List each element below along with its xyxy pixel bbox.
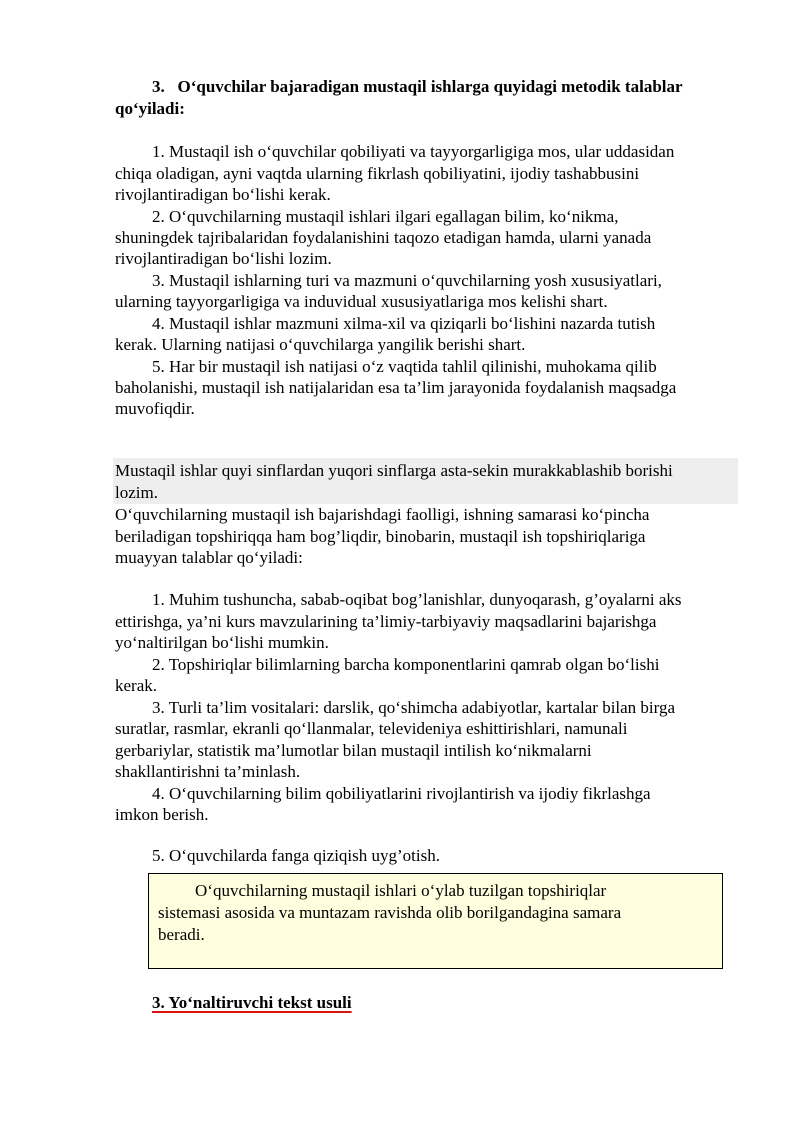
requirement-2-line-1: 2. O‘quvchilarning mustaqil ishlari ilgari egallagan bilim, ko‘nikma, (152, 207, 619, 226)
note-line-2: sistemasi asosida va muntazam ravishda olib borilgandagina samara (158, 903, 622, 922)
requirement-5-line-3: muvofiqdir. (115, 399, 195, 418)
task-requirement-4-line-2: imkon berish. (115, 805, 209, 824)
section-heading (152, 76, 683, 98)
task-requirement-3-line-2: suratlar, rasmlar, ekranli qo‘llanmalar, televideniya eshittirishlari, namunali (115, 719, 628, 738)
intro-line-3: muayyan talablar qo‘yiladi: (115, 548, 303, 567)
requirement-1-line-3: rivojlantiradigan bo‘lishi kerak. (115, 185, 331, 204)
requirement-3-line-1: 3. Mustaqil ishlarning turi va mazmuni o‘quvchilarning yosh xususiyatlari, (152, 271, 662, 290)
requirement-2-line-3: rivojlantiradigan bo‘lishi lozim. (115, 249, 332, 268)
intro-line-2: beriladigan topshiriqqa ham bog’liqdir, binobarin, mustaqil ish topshiriqlariga (115, 527, 646, 546)
requirement-5-line-1: 5. Har bir mustaqil ish natijasi o‘z vaqtida tahlil qilinishi, muhokama qilib (152, 357, 657, 376)
requirement-1-line-1: 1. Mustaqil ish o‘quvchilar qobiliyati va tayyorgarligiga mos, ular uddasidan (152, 142, 675, 161)
requirement-2-line-2: shuningdek tajribalaridan foydalanishini taqozo etadigan hamda, ularni yanada (115, 228, 652, 247)
task-requirement-1-line-3: yo‘naltirilgan bo‘lishi mumkin. (115, 633, 329, 652)
task-requirement-2-line-1: 2. Topshiriqlar bilimlarning barcha komponentlarini qamrab olgan bo‘lishi (152, 655, 660, 674)
requirement-4-line-2: kerak. Ularning natijasi o‘quvchilarga yangilik berishi shart. (115, 335, 526, 354)
heading-line-2: qo‘yiladi: (115, 99, 185, 118)
requirement-5-line-2: baholanishi, mustaqil ish natijalaridan esa ta’lim jarayonida foydalanish maqsadga (115, 378, 677, 397)
requirement-1-line-2: chiqa oladigan, ayni vaqtda ularning fikrlash qobiliyatini, ijodiy tashabbusini (115, 164, 640, 183)
note-line-1: O‘quvchilarning mustaqil ishlari o‘ylab tuzilgan topshiriqlar (195, 881, 607, 900)
requirement-3-line-2: ularning tayyorgarligiga va induvidual xususiyatlariga mos kelishi shart. (115, 292, 608, 311)
next-section-heading: 3. Yo‘naltiruvchi tekst usuli (152, 993, 352, 1012)
task-requirement-3-line-4: shakllantirishni ta’minlash. (115, 762, 301, 781)
heading-line-1: O‘quvchilar bajaradigan mustaqil ishlarga quyidagi metodik talablar (177, 77, 683, 96)
task-requirement-1-line-2: ettirishga, ya’ni kurs mavzularining ta’limiy-tarbiyaviy maqsadlarini bajarishga (115, 612, 657, 631)
task-requirement-2-line-2: kerak. (115, 676, 158, 695)
heading-number: 3. (152, 77, 165, 96)
note-box (148, 873, 723, 969)
highlight-line-2: lozim. (115, 483, 158, 502)
task-requirement-3-line-3: gerbariylar, statistik ma’lumotlar bilan mustaqil intilish ko‘nikmalarni (115, 741, 592, 760)
task-requirement-4-line-1: 4. O‘quvchilarning bilim qobiliyatlarini rivojlantirish va ijodiy fikrlashga (152, 784, 651, 803)
requirement-4-line-1: 4. Mustaqil ishlar mazmuni xilma-xil va qiziqarli bo‘lishini nazarda tutish (152, 314, 656, 333)
note-line-3: beradi. (158, 925, 205, 944)
intro-line-1: O‘quvchilarning mustaqil ish bajarishdagi faolligi, ishning samarasi ko‘pincha (115, 505, 650, 524)
task-requirement-3-line-1: 3. Turli ta’lim vositalari: darslik, qo‘shimcha adabiyotlar, kartalar bilan birga (152, 698, 676, 717)
highlight-line-1: Mustaqil ishlar quyi sinflardan yuqori sinflarga asta-sekin murakkablashib borishi (115, 461, 673, 480)
task-requirement-5: 5. O‘quvchilarda fanga qiziqish uyg’otish. (152, 846, 440, 865)
task-requirement-1-line-1: 1. Muhim tushuncha, sabab-oqibat bog’lanishlar, dunyoqarash, g’oyalarni aks (152, 590, 682, 609)
